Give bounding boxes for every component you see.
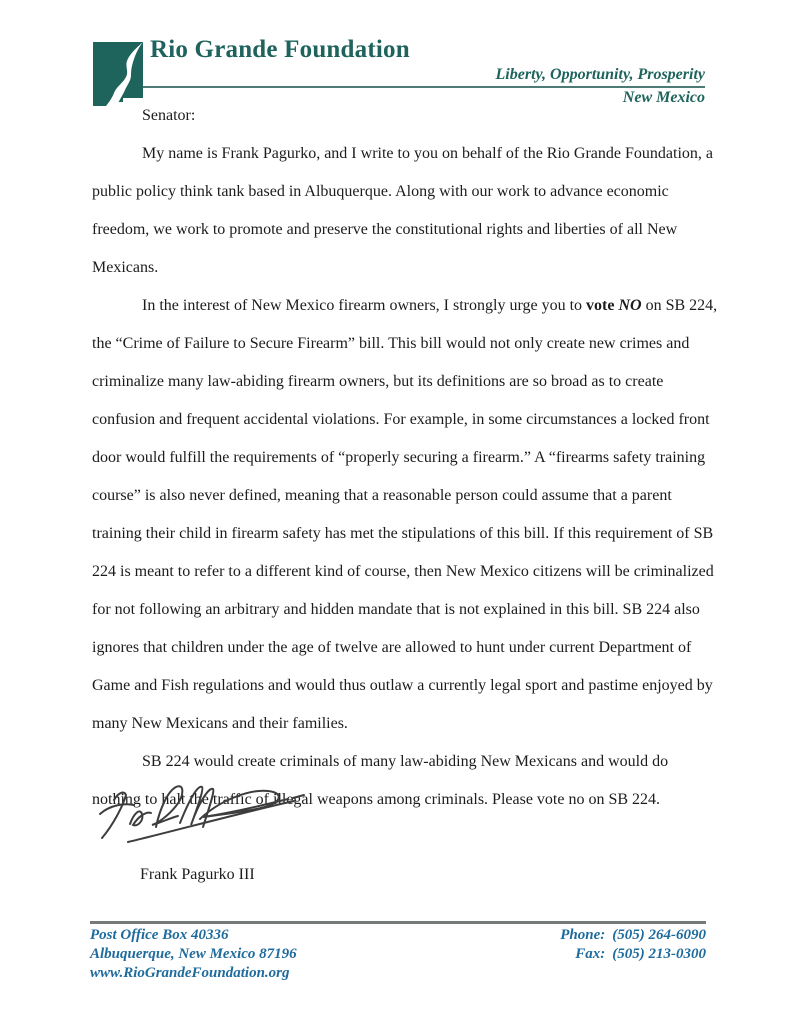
letter-line: many New Mexicans and their families. [92, 715, 348, 732]
letter-line: public policy think tank based in Albuquerque. Along with our work to advance economic [92, 183, 669, 200]
letter-line: criminalize many law-abiding firearm owners, but its definitions are so broad as to create [92, 373, 664, 390]
letter-line: ignores that children under the age of twelve are allowed to hunt under current Department of [92, 639, 692, 656]
footer-address-line: Post Office Box 40336 [90, 927, 229, 943]
letter-line: nothing to halt the traffic of illegal weapons among criminals. Please vote no on SB 224. [92, 791, 661, 808]
letter-line: My name is Frank Pagurko, and I write to you on behalf of the Rio Grande Foundation, a [142, 145, 713, 162]
letter-line: training their child in firearm safety has met the stipulations of this bill. If this requirement of SB [92, 525, 714, 542]
letter-line: confusion and frequent accidental violations. For example, in some circumstances a locked front [92, 411, 710, 428]
letter-paragraph [92, 287, 718, 743]
region-label: New Mexico [622, 89, 705, 106]
footer-address [90, 926, 297, 983]
letter-paragraph [92, 135, 713, 287]
letter-line: door would fulfill the requirements of “properly securing a firearm.” A “firearms safety training [92, 449, 706, 466]
letter-line: for not following an arbitrary and hidden mandate that is not explained in this bill. SB 224 also [92, 601, 700, 618]
letter-line: course” is also never defined, meaning that a reasonable person could assume that a parent [92, 487, 672, 504]
letter-line: 224 is meant to refer to a different kind of course, then New Mexico citizens will be criminalized [92, 563, 714, 580]
footer-rule [90, 921, 706, 924]
footer-address-line: Albuquerque, New Mexico 87196 [90, 946, 297, 962]
header-rule [143, 86, 705, 88]
footer-contacts [560, 926, 706, 964]
letter-body [92, 97, 718, 819]
footer-contact-line: Fax: (505) 213-0300 [575, 946, 706, 962]
org-name: Rio Grande Foundation [150, 36, 410, 63]
letter-line: In the interest of New Mexico firearm owners, I strongly urge you to vote NO on SB 224, [142, 297, 718, 314]
letter-line: the “Crime of Failure to Secure Firearm” bill. This bill would not only create new crimes and [92, 335, 690, 352]
salutation: Senator: [142, 107, 196, 124]
footer-address-line: www.RioGrandeFoundation.org [90, 965, 290, 981]
signer-name: Frank Pagurko III [140, 866, 255, 883]
letter-line: freedom, we work to promote and preserve the constitutional rights and liberties of all New [92, 221, 678, 238]
handwritten-signature-image [98, 778, 318, 858]
footer-contact-line: Phone: (505) 264-6090 [560, 927, 706, 943]
letter-line: Game and Fish regulations and would thus outlaw a currently legal sport and pastime enjoyed by [92, 677, 713, 694]
letter-line: Mexicans. [92, 259, 159, 276]
letter-line: SB 224 would create criminals of many law-abiding New Mexicans and would do [142, 753, 669, 770]
tagline: Liberty, Opportunity, Prosperity [495, 66, 705, 83]
